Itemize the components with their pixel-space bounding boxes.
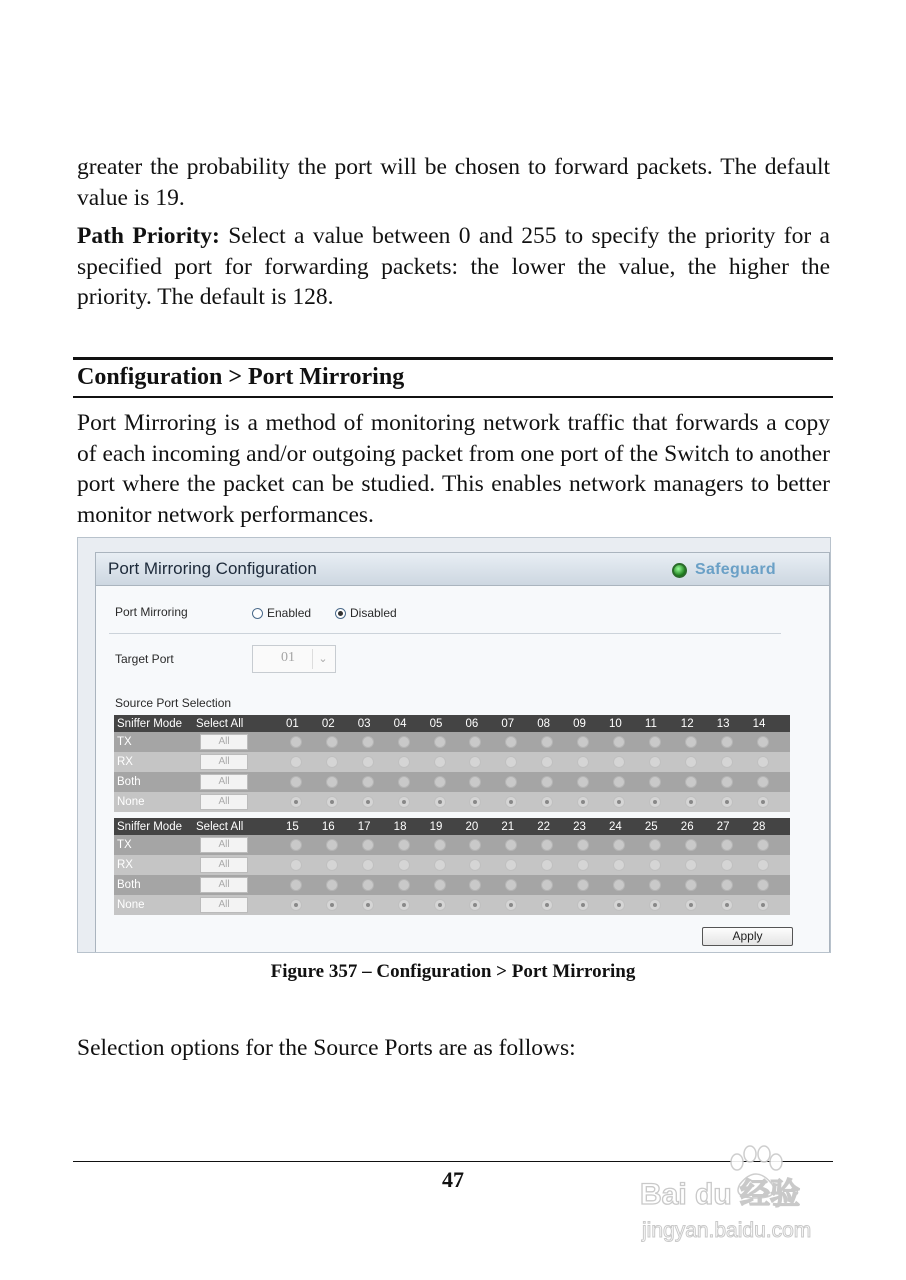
port-04-both-radio[interactable] bbox=[398, 776, 410, 788]
enabled-radio-icon[interactable] bbox=[252, 608, 263, 619]
disabled-radio-label: Disabled bbox=[350, 606, 397, 620]
port-header-17: 17 bbox=[357, 820, 371, 833]
screenshot-figure bbox=[77, 537, 831, 953]
port-25-none-radio[interactable] bbox=[649, 899, 661, 911]
mode-row-rx bbox=[114, 752, 790, 772]
port-23-tx-radio[interactable] bbox=[577, 839, 589, 851]
port-16-both-radio[interactable] bbox=[326, 879, 338, 891]
port-11-tx-radio[interactable] bbox=[649, 736, 661, 748]
port-19-both-radio[interactable] bbox=[434, 879, 446, 891]
port-10-both-radio[interactable] bbox=[613, 776, 625, 788]
select-all-none-button[interactable]: All bbox=[200, 897, 248, 913]
port-13-none-radio[interactable] bbox=[721, 796, 733, 808]
port-24-rx-radio[interactable] bbox=[613, 859, 625, 871]
mode-label: None bbox=[117, 899, 145, 911]
port-24-tx-radio[interactable] bbox=[613, 839, 625, 851]
enabled-radio-label: Enabled bbox=[267, 606, 312, 620]
port-22-rx-radio[interactable] bbox=[541, 859, 553, 871]
port-01-none-radio[interactable] bbox=[290, 796, 302, 808]
paragraph-selection-options: Selection options for the Source Ports are as follows: bbox=[77, 1035, 576, 1061]
safeguard-status-icon bbox=[672, 563, 687, 578]
port-19-rx-radio[interactable] bbox=[434, 859, 446, 871]
port-header-06: 06 bbox=[465, 717, 479, 730]
divider bbox=[109, 633, 781, 634]
chevron-down-icon[interactable]: ⌄ bbox=[312, 649, 333, 669]
port-13-tx-radio[interactable] bbox=[721, 736, 733, 748]
port-15-tx-radio[interactable] bbox=[290, 839, 302, 851]
port-16-none-radio[interactable] bbox=[326, 899, 338, 911]
port-11-none-radio[interactable] bbox=[649, 796, 661, 808]
port-header-21: 21 bbox=[501, 820, 515, 833]
mode-label: None bbox=[117, 796, 145, 808]
port-header-20: 20 bbox=[465, 820, 479, 833]
port-header-27: 27 bbox=[716, 820, 730, 833]
port-12-both-radio[interactable] bbox=[685, 776, 697, 788]
port-header-28: 28 bbox=[752, 820, 766, 833]
port-22-tx-radio[interactable] bbox=[541, 839, 553, 851]
grid-header-row bbox=[114, 715, 790, 732]
select-all-tx-button[interactable]: All bbox=[200, 837, 248, 853]
port-14-both-radio[interactable] bbox=[757, 776, 769, 788]
port-28-none-radio[interactable] bbox=[757, 899, 769, 911]
paragraph-path-priority bbox=[77, 221, 830, 313]
port-18-tx-radio[interactable] bbox=[398, 839, 410, 851]
port-header-12: 12 bbox=[680, 717, 694, 730]
port-21-both-radio[interactable] bbox=[505, 879, 517, 891]
port-16-rx-radio[interactable] bbox=[326, 859, 338, 871]
port-08-none-radio[interactable] bbox=[541, 796, 553, 808]
select-all-rx-button[interactable]: All bbox=[200, 754, 248, 770]
port-24-none-radio[interactable] bbox=[613, 899, 625, 911]
port-25-both-radio[interactable] bbox=[649, 879, 661, 891]
source-port-grid-1 bbox=[114, 715, 790, 812]
mode-label: RX bbox=[117, 756, 133, 768]
port-02-both-radio[interactable] bbox=[326, 776, 338, 788]
port-27-tx-radio[interactable] bbox=[721, 839, 733, 851]
port-18-none-radio[interactable] bbox=[398, 899, 410, 911]
col-sniffer-mode: Sniffer Mode bbox=[117, 820, 182, 833]
apply-button[interactable]: Apply bbox=[702, 927, 793, 946]
source-port-selection-label: Source Port Selection bbox=[115, 696, 232, 710]
port-15-both-radio[interactable] bbox=[290, 879, 302, 891]
port-10-rx-radio[interactable] bbox=[613, 756, 625, 768]
port-17-rx-radio[interactable] bbox=[362, 859, 374, 871]
port-header-07: 07 bbox=[501, 717, 515, 730]
port-28-tx-radio[interactable] bbox=[757, 839, 769, 851]
port-09-both-radio[interactable] bbox=[577, 776, 589, 788]
port-14-tx-radio[interactable] bbox=[757, 736, 769, 748]
port-03-none-radio[interactable] bbox=[362, 796, 374, 808]
mode-label: Both bbox=[117, 776, 141, 788]
path-priority-term: Path Priority: bbox=[77, 223, 220, 249]
port-14-none-radio[interactable] bbox=[757, 796, 769, 808]
target-port-select[interactable] bbox=[252, 645, 336, 673]
port-02-rx-radio[interactable] bbox=[326, 756, 338, 768]
port-header-11: 11 bbox=[644, 717, 657, 730]
col-sniffer-mode: Sniffer Mode bbox=[117, 717, 182, 730]
port-06-none-radio[interactable] bbox=[469, 796, 481, 808]
mode-label: Both bbox=[117, 879, 141, 891]
panel-header bbox=[96, 553, 829, 586]
port-10-none-radio[interactable] bbox=[613, 796, 625, 808]
port-15-rx-radio[interactable] bbox=[290, 859, 302, 871]
port-07-none-radio[interactable] bbox=[505, 796, 517, 808]
port-header-22: 22 bbox=[537, 820, 551, 833]
mode-row-rx bbox=[114, 855, 790, 875]
mode-label: TX bbox=[117, 839, 132, 851]
port-18-rx-radio[interactable] bbox=[398, 859, 410, 871]
port-22-none-radio[interactable] bbox=[541, 899, 553, 911]
section-heading: Configuration > Port Mirroring bbox=[77, 364, 405, 390]
port-20-none-radio[interactable] bbox=[469, 899, 481, 911]
port-26-both-radio[interactable] bbox=[685, 879, 697, 891]
port-17-tx-radio[interactable] bbox=[362, 839, 374, 851]
safeguard-indicator bbox=[672, 561, 776, 579]
port-18-both-radio[interactable] bbox=[398, 879, 410, 891]
select-all-none-button[interactable]: All bbox=[200, 794, 248, 810]
mode-row-both bbox=[114, 772, 790, 792]
baidu-watermark bbox=[640, 1140, 870, 1250]
paragraph-port-mirroring: Port Mirroring is a method of monitoring network traffic that forwards a copy of each incoming and/or outgoing packet from one port of the Switch to another port where the packet can be studied. This enables network managers to better monitor network performances. bbox=[77, 410, 830, 528]
port-11-both-radio[interactable] bbox=[649, 776, 661, 788]
config-panel bbox=[95, 552, 830, 953]
port-06-tx-radio[interactable] bbox=[469, 736, 481, 748]
port-13-rx-radio[interactable] bbox=[721, 756, 733, 768]
port-header-26: 26 bbox=[680, 820, 694, 833]
select-all-both-button[interactable]: All bbox=[200, 774, 248, 790]
mode-label: RX bbox=[117, 859, 133, 871]
port-08-rx-radio[interactable] bbox=[541, 756, 553, 768]
port-01-both-radio[interactable] bbox=[290, 776, 302, 788]
port-21-tx-radio[interactable] bbox=[505, 839, 517, 851]
port-09-none-radio[interactable] bbox=[577, 796, 589, 808]
port-26-none-radio[interactable] bbox=[685, 899, 697, 911]
mode-row-tx bbox=[114, 732, 790, 752]
port-03-tx-radio[interactable] bbox=[362, 736, 374, 748]
port-04-none-radio[interactable] bbox=[398, 796, 410, 808]
port-26-tx-radio[interactable] bbox=[685, 839, 697, 851]
port-header-15: 15 bbox=[286, 820, 299, 833]
source-port-grid-2 bbox=[114, 818, 790, 915]
safeguard-label: Safeguard bbox=[695, 561, 776, 578]
port-12-tx-radio[interactable] bbox=[685, 736, 697, 748]
port-02-tx-radio[interactable] bbox=[326, 736, 338, 748]
port-header-09: 09 bbox=[573, 717, 586, 730]
port-09-rx-radio[interactable] bbox=[577, 756, 589, 768]
port-25-rx-radio[interactable] bbox=[649, 859, 661, 871]
port-10-tx-radio[interactable] bbox=[613, 736, 625, 748]
port-22-both-radio[interactable] bbox=[541, 879, 553, 891]
port-13-both-radio[interactable] bbox=[721, 776, 733, 788]
port-08-both-radio[interactable] bbox=[541, 776, 553, 788]
port-header-19: 19 bbox=[429, 820, 443, 833]
port-14-rx-radio[interactable] bbox=[757, 756, 769, 768]
port-01-tx-radio[interactable] bbox=[290, 736, 302, 748]
port-header-02: 02 bbox=[321, 717, 335, 730]
target-port-label: Target Port bbox=[115, 652, 174, 666]
port-17-none-radio[interactable] bbox=[362, 899, 374, 911]
port-27-both-radio[interactable] bbox=[721, 879, 733, 891]
port-04-rx-radio[interactable] bbox=[398, 756, 410, 768]
port-header-13: 13 bbox=[716, 717, 730, 730]
watermark-url: jingyan.baidu.com bbox=[642, 1219, 812, 1242]
port-05-both-radio[interactable] bbox=[434, 776, 446, 788]
paragraph-cost: greater the probability the port will be chosen to forward packets. The default value is 19. bbox=[77, 154, 830, 211]
port-header-03: 03 bbox=[357, 717, 371, 730]
port-25-tx-radio[interactable] bbox=[649, 839, 661, 851]
port-26-rx-radio[interactable] bbox=[685, 859, 697, 871]
mode-row-none bbox=[114, 792, 790, 812]
watermark-brand: Bai du 经验 bbox=[640, 1178, 801, 1211]
port-19-tx-radio[interactable] bbox=[434, 839, 446, 851]
port-07-both-radio[interactable] bbox=[505, 776, 517, 788]
port-23-rx-radio[interactable] bbox=[577, 859, 589, 871]
port-05-none-radio[interactable] bbox=[434, 796, 446, 808]
port-21-rx-radio[interactable] bbox=[505, 859, 517, 871]
port-09-tx-radio[interactable] bbox=[577, 736, 589, 748]
path-priority-text: Select a value between 0 and 255 to specify the priority for a specified port for forwarding packets: the lower the value, the higher the priority. The default is 128. bbox=[77, 223, 830, 310]
heading-rule-bottom bbox=[73, 396, 833, 398]
col-select-all: Select All bbox=[196, 820, 244, 833]
port-header-18: 18 bbox=[393, 820, 407, 833]
port-header-25: 25 bbox=[644, 820, 658, 833]
port-05-rx-radio[interactable] bbox=[434, 756, 446, 768]
port-header-24: 24 bbox=[609, 820, 622, 833]
port-07-rx-radio[interactable] bbox=[505, 756, 517, 768]
col-select-all: Select All bbox=[196, 717, 244, 730]
port-06-both-radio[interactable] bbox=[469, 776, 481, 788]
port-24-both-radio[interactable] bbox=[613, 879, 625, 891]
panel-title: Port Mirroring Configuration bbox=[108, 559, 317, 578]
select-all-tx-button[interactable]: All bbox=[200, 734, 248, 750]
disabled-radio[interactable] bbox=[335, 606, 397, 620]
port-header-16: 16 bbox=[321, 820, 335, 833]
port-07-tx-radio[interactable] bbox=[505, 736, 517, 748]
port-header-04: 04 bbox=[393, 717, 407, 730]
port-23-none-radio[interactable] bbox=[577, 899, 589, 911]
port-27-none-radio[interactable] bbox=[721, 899, 733, 911]
mode-row-tx bbox=[114, 835, 790, 855]
port-21-none-radio[interactable] bbox=[505, 899, 517, 911]
mode-label: TX bbox=[117, 736, 132, 748]
port-23-both-radio[interactable] bbox=[577, 879, 589, 891]
port-01-rx-radio[interactable] bbox=[290, 756, 302, 768]
port-20-tx-radio[interactable] bbox=[469, 839, 481, 851]
figure-caption: Figure 357 – Configuration > Port Mirroring bbox=[270, 961, 636, 982]
port-header-01: 01 bbox=[286, 717, 299, 730]
port-12-none-radio[interactable] bbox=[685, 796, 697, 808]
port-20-rx-radio[interactable] bbox=[469, 859, 481, 871]
port-header-05: 05 bbox=[429, 717, 443, 730]
port-05-tx-radio[interactable] bbox=[434, 736, 446, 748]
enabled-radio[interactable] bbox=[252, 606, 311, 620]
port-mirroring-label: Port Mirroring bbox=[115, 605, 188, 619]
port-06-rx-radio[interactable] bbox=[469, 756, 481, 768]
page-number: 47 bbox=[442, 1167, 464, 1192]
port-20-both-radio[interactable] bbox=[469, 879, 481, 891]
port-12-rx-radio[interactable] bbox=[685, 756, 697, 768]
select-all-rx-button[interactable]: All bbox=[200, 857, 248, 873]
port-19-none-radio[interactable] bbox=[434, 899, 446, 911]
port-03-both-radio[interactable] bbox=[362, 776, 374, 788]
port-11-rx-radio[interactable] bbox=[649, 756, 661, 768]
port-28-both-radio[interactable] bbox=[757, 879, 769, 891]
port-header-08: 08 bbox=[537, 717, 551, 730]
mode-row-both bbox=[114, 875, 790, 895]
port-16-tx-radio[interactable] bbox=[326, 839, 338, 851]
port-17-both-radio[interactable] bbox=[362, 879, 374, 891]
select-all-both-button[interactable]: All bbox=[200, 877, 248, 893]
target-port-value: 01 bbox=[281, 650, 295, 665]
port-28-rx-radio[interactable] bbox=[757, 859, 769, 871]
disabled-radio-icon[interactable] bbox=[335, 608, 346, 619]
heading-rule-top bbox=[73, 357, 833, 360]
port-04-tx-radio[interactable] bbox=[398, 736, 410, 748]
port-02-none-radio[interactable] bbox=[326, 796, 338, 808]
port-header-10: 10 bbox=[609, 717, 622, 730]
port-27-rx-radio[interactable] bbox=[721, 859, 733, 871]
port-08-tx-radio[interactable] bbox=[541, 736, 553, 748]
port-15-none-radio[interactable] bbox=[290, 899, 302, 911]
port-header-23: 23 bbox=[573, 820, 586, 833]
port-03-rx-radio[interactable] bbox=[362, 756, 374, 768]
mode-row-none bbox=[114, 895, 790, 915]
grid-header-row bbox=[114, 818, 790, 835]
port-header-14: 14 bbox=[752, 717, 766, 730]
